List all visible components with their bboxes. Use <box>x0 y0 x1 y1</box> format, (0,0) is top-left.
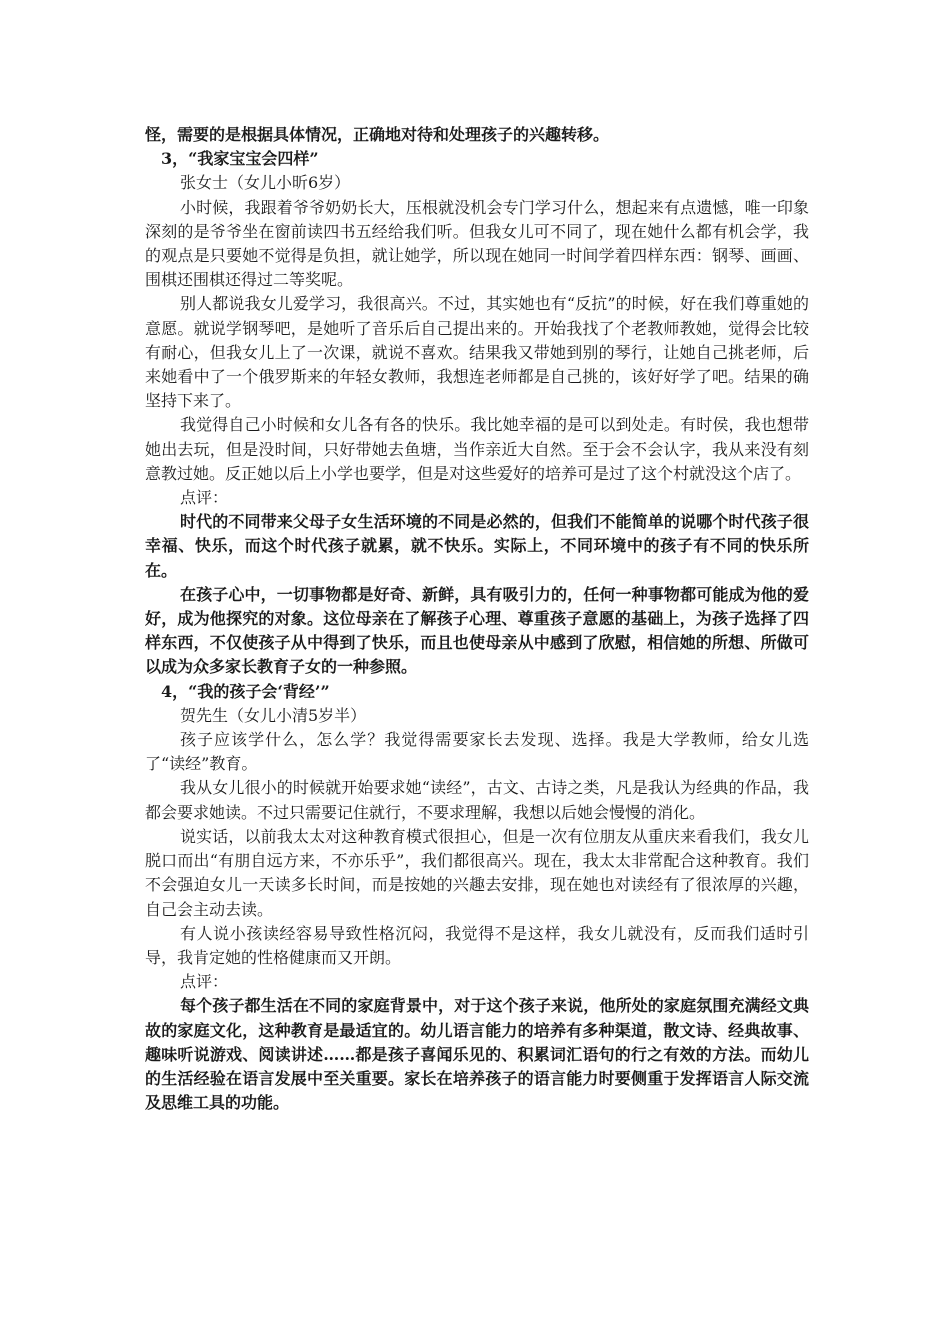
body-paragraph: 小时候，我跟着爷爷奶奶长大，压根就没机会专门学习什么，想起来有点遗憾，唯一印象深刻的是爷爷坐在窗前读四书五经给我们听。但我女儿可不同了，现在她什么都有机会学，我的观点是只要她不觉得是负担，就让她学，所以现在她同一时间学着四样东西：钢琴、画画、围棋还围棋还得过二等奖呢。 <box>145 197 809 290</box>
speaker-line: 贺先生（女儿小清5岁半） <box>180 705 367 725</box>
review-paragraph: 在孩子心中，一切事物都是好奇、新鲜，具有吸引力的，任何一种事物都可能成为他的爱好，成为他探究的对象。这位母亲在了解孩子心理、尊重孩子意愿的基础上，为孩子选择了四样东西，不仅使孩子从中得到了快乐，而且也使母亲从中感到了欣慰，相信她的所想、所做可以成为众多家长教育子女的一种参照。 <box>145 584 809 677</box>
review-label: 点评： <box>180 972 229 992</box>
review-paragraph: 时代的不同带来父母子女生活环境的不同是必然的，但我们不能简单的说哪个时代孩子很幸福、快乐，而这个时代孩子就累，就不快乐。实际上，不同环境中的孩子有不同的快乐所在。 <box>145 512 809 580</box>
body-paragraph: 说实话，以前我太太对这种教育模式很担心，但是一次有位朋友从重庆来看我们，我女儿脱口而出“有朋自远方来，不亦乐乎”，我们都很高兴。现在，我太太非常配合这种教育。我们不会强迫女儿一天读多长时间，而是按她的兴趣去安排，现在她也对读经有了很浓厚的兴趣，自己会主动去读。 <box>145 826 809 919</box>
body-paragraph: 我觉得自己小时候和女儿各有各的快乐。我比她幸福的是可以到处走。有时侯，我也想带她出去玩，但是没时间，只好带她去鱼塘，当作亲近大自然。至于会不会认字，我从来没有刻意教过她。反正她以后上小学也要学，但是对这些爱好的培养可是过了这个村就没这个店了。 <box>145 415 809 483</box>
body-paragraph: 别人都说我女儿爱学习，我很高兴。不过，其实她也有“反抗”的时候，好在我们尊重她的意愿。就说学钢琴吧，是她听了音乐后自己提出来的。开始我找了个老教师教她，觉得会比较有耐心，但我女儿上了一次课，就说不喜欢。结果我又带她到别的琴行，让她自己挑老师，后来她看中了一个俄罗斯来的年轻女教师，我想连老师都是自己挑的，该好好学了吧。结果的确坚持下来了。 <box>145 294 809 411</box>
speaker-line: 张女士（女儿小昕6岁） <box>180 173 351 193</box>
document-page <box>145 123 809 1115</box>
body-paragraph: 孩子应该学什么，怎么学？我觉得需要家长去发现、选择。我是大学教师，给女儿选了“读经”教育。 <box>145 730 809 774</box>
section-heading-4: 4，“我的孩子会‘背经’” <box>161 681 330 701</box>
continuation-paragraph: 怪，需要的是根据具体情况，正确地对待和处理孩子的兴趣转移。 <box>145 125 610 144</box>
review-label: 点评： <box>180 488 229 508</box>
body-paragraph: 有人说小孩读经容易导致性格沉闷，我觉得不是这样，我女儿就没有，反而我们适时引导，我肯定她的性格健康而又开朗。 <box>145 923 809 967</box>
section-heading-3: 3，“我家宝宝会四样” <box>161 149 319 169</box>
review-paragraph: 每个孩子都生活在不同的家庭背景中，对于这个孩子来说，他所处的家庭氛围充满经文典故的家庭文化，这种教育是最适宜的。幼儿语言能力的培养有多种渠道，散文诗、经典故事、趣味听说游戏、阅读讲述……都是孩子喜闻乐见的、积累词汇语句的行之有效的方法。而幼儿的生活经验在语言发展中至关重要。家长在培养孩子的语言能力时要侧重于发挥语言人际交流及思维工具的功能。 <box>145 996 809 1113</box>
body-paragraph: 我从女儿很小的时候就开始要求她“读经”，古文、古诗之类，凡是我认为经典的作品，我都会要求她读。不过只需要记住就行，不要求理解，我想以后她会慢慢的消化。 <box>145 778 809 822</box>
